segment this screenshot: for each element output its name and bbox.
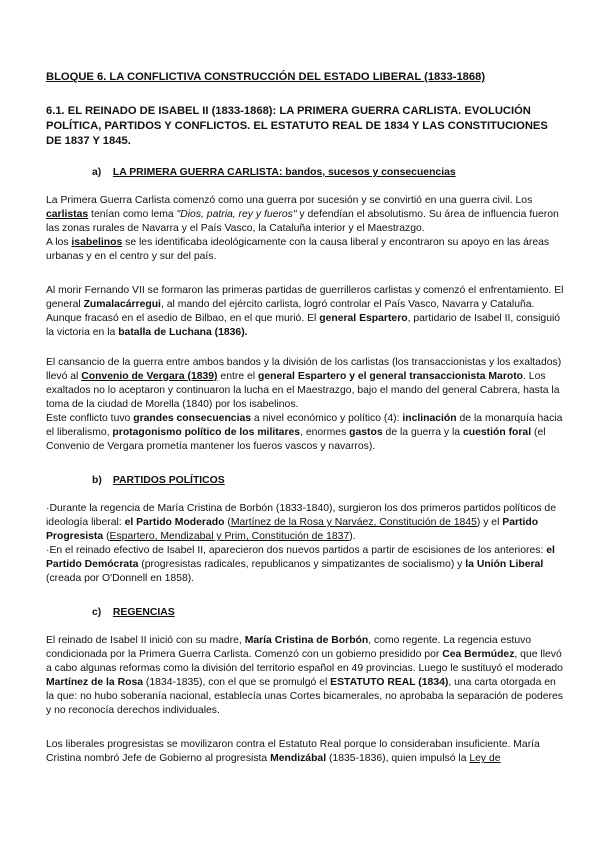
- martinez-rosa-term: Martínez de la Rosa: [46, 677, 144, 688]
- section-c-paragraph-1: [46, 634, 566, 718]
- section-a-title: LA PRIMERA GUERRA CARLISTA: bandos, sucesos y consecuencias: [112, 167, 456, 178]
- text-run: , que llevó a cabo algunas reformas como la división del territorio español en 49 provincias. Luego le sustituyó el moderado: [46, 649, 563, 674]
- text-run: (1835-1836), quien impulsó la: [326, 753, 470, 764]
- maria-cristina-term: María Cristina de Borbón: [244, 635, 369, 646]
- section-c-paragraph-2: [46, 738, 566, 766]
- cea-bermudez-term: Cea Bermúdez: [442, 649, 515, 660]
- section-c-heading: [92, 606, 552, 620]
- consequences-term: grandes consecuencias: [133, 413, 252, 424]
- text-run: ·Durante la regencia de María Cristina de Borbón (1833-1840), surgieron los dos primeros partidos políticos de ideología liberal:: [46, 503, 556, 528]
- text-run: El cansancio de la guerra entre ambos bandos y la división de los carlistas (los transaccionistas y los exaltados) llevó al: [46, 357, 562, 382]
- text-run: (progresistas radicales, republicanos y simpatizantes de socialismo) y: [138, 559, 466, 570]
- section-b-letter: b): [92, 475, 102, 486]
- estatuto-real-term: ESTATUTO REAL (1834): [330, 677, 449, 688]
- text-run: Este conflicto tuvo: [46, 413, 134, 424]
- text-run: . Los exaltados no lo aceptaron y continuaron la lucha en el Maestrazgo, bajo el mando del general Cabrera, hasta la toma de la ciudad de Morella (1840) por los isabelinos.: [46, 371, 560, 410]
- text-run: (1834-1835), con el que se promulgó el: [143, 677, 331, 688]
- carlistas-term: carlistas: [46, 209, 89, 220]
- espartero-maroto-term: general Espartero y el general transaccionista Maroto: [257, 371, 524, 382]
- section-a-paragraph-2: [46, 284, 566, 340]
- mendizabal-term: Mendizábal: [270, 753, 327, 764]
- text-run: y defendían el absolutismo. Su área de influencia fueron las zonas rurales de Navarra y el País Vasco, la Cataluña interior y el Maestrazgo.: [46, 209, 559, 234]
- inclinacion-term: inclinación: [402, 413, 457, 424]
- text-run: a nivel económico y político (4):: [251, 413, 403, 424]
- text-run: de la guerra y la: [382, 427, 463, 438]
- military-term: protagonismo político de los militares: [112, 427, 301, 438]
- text-run: , una carta otorgada en la que: no hubo soberanía nacional, establecía unas Cortes bicamerales, no aprobaba la separación de poderes y no reconocía derechos individuales.: [46, 677, 563, 716]
- text-run: El reinado de Isabel II inició con su madre,: [46, 635, 245, 646]
- zumalacarregui-term: Zumalacárregui: [83, 299, 161, 310]
- text-run: A los: [46, 237, 72, 248]
- partido-moderado-term: el Partido Moderado: [124, 517, 225, 528]
- section-b-heading: [92, 474, 552, 488]
- isabelinos-term: isabelinos: [71, 237, 123, 248]
- union-liberal-term: la Unión Liberal: [465, 559, 544, 570]
- section-b-title: PARTIDOS POLÍTICOS: [112, 475, 225, 486]
- text-run: (el Convenio de Vergara prometía mantener los fueros vascos y navarros).: [46, 427, 546, 452]
- section-a-heading: [92, 166, 552, 180]
- section-a-paragraph-3: [46, 356, 566, 454]
- section-a-letter: a): [92, 167, 102, 178]
- section-a-paragraph-1: [46, 194, 566, 264]
- text-run: Los liberales progresistas se movilizaron contra el Estatuto Real porque lo consideraban insuficiente. María Cristina nombró Jefe de Gobierno al progresista: [46, 739, 540, 764]
- vergara-term: Convenio de Vergara (1839): [81, 371, 218, 382]
- luchana-term: batalla de Luchana (1836).: [118, 327, 248, 338]
- moderado-members: Martínez de la Rosa y Narváez, Constitución de 1845: [230, 517, 477, 528]
- text-run: , enormes: [300, 427, 350, 438]
- text-run: tenían como lema: [88, 209, 177, 220]
- ley-de-link: Ley de: [469, 753, 501, 764]
- gastos-term: gastos: [349, 427, 383, 438]
- foral-term: cuestión foral: [462, 427, 532, 438]
- text-run: se les identificaba ideológicamente con la causa liberal y encontraron su apoyo en las áreas urbanas y en el centro y sur del país.: [46, 237, 550, 262]
- text-run: ·En el reinado efectivo de Isabel II, aparecieron dos nuevos partidos a partir de escisiones de los anteriores:: [46, 545, 547, 556]
- section-b-paragraph: [46, 502, 566, 586]
- progresista-members: Espartero, Mendizabal y Prim, Constitución de 1837: [109, 531, 350, 542]
- section-c-title: REGENCIAS: [112, 607, 175, 618]
- text-run: (: [224, 517, 231, 528]
- text-run: , como regente. La regencia estuvo condicionada por la Primera Guerra Carlista. Comenzó con un gobierno presidido por: [46, 635, 532, 660]
- text-run: entre el: [217, 371, 258, 382]
- text-run: (creada por O'Donnell en 1858).: [46, 573, 195, 584]
- text-run: , al mando del ejército carlista, logró controlar el País Vasco, Navarra y Cataluña. Aunque fracasó en el asedio de Bilbao, en el que murió. El: [46, 299, 535, 324]
- text-run: (: [103, 531, 110, 542]
- text-run: , partidario de Isabel II, consiguió la victoria en la: [46, 313, 561, 338]
- block-title: BLOQUE 6. LA CONFLICTIVA CONSTRUCCIÓN DEL ESTADO LIBERAL (1833-1868): [46, 71, 486, 83]
- text-run: ) y el: [476, 517, 503, 528]
- carlist-motto: "Dios, patria, rey y fueros": [176, 209, 297, 220]
- text-run: Al morir Fernando VII se formaron las primeras partidas de guerrilleros carlistas y comenzó el enfrentamiento. El general: [46, 285, 564, 310]
- unit-title: 6.1. EL REINADO DE ISABEL II (1833-1868): LA PRIMERA GUERRA CARLISTA. EVOLUCIÓN POLÍTICA, PARTIDOS Y CONFLICTOS. EL ESTATUTO REAL DE 1834 Y LAS CONSTITUCIONES DE 1837 Y 1845.: [46, 105, 548, 147]
- text-run: La Primera Guerra Carlista comenzó como una guerra por sucesión y se convirtió en una guerra civil. Los: [46, 195, 533, 206]
- section-c-letter: c): [92, 607, 102, 618]
- partido-progresista-term: Partido Progresista: [46, 517, 539, 542]
- text-run: ).: [349, 531, 356, 542]
- partido-democrata-term: el Partido Demócrata: [46, 545, 555, 570]
- espartero-term: general Espartero: [319, 313, 408, 324]
- text-run: de la monarquía hacia el liberalismo,: [46, 413, 563, 438]
